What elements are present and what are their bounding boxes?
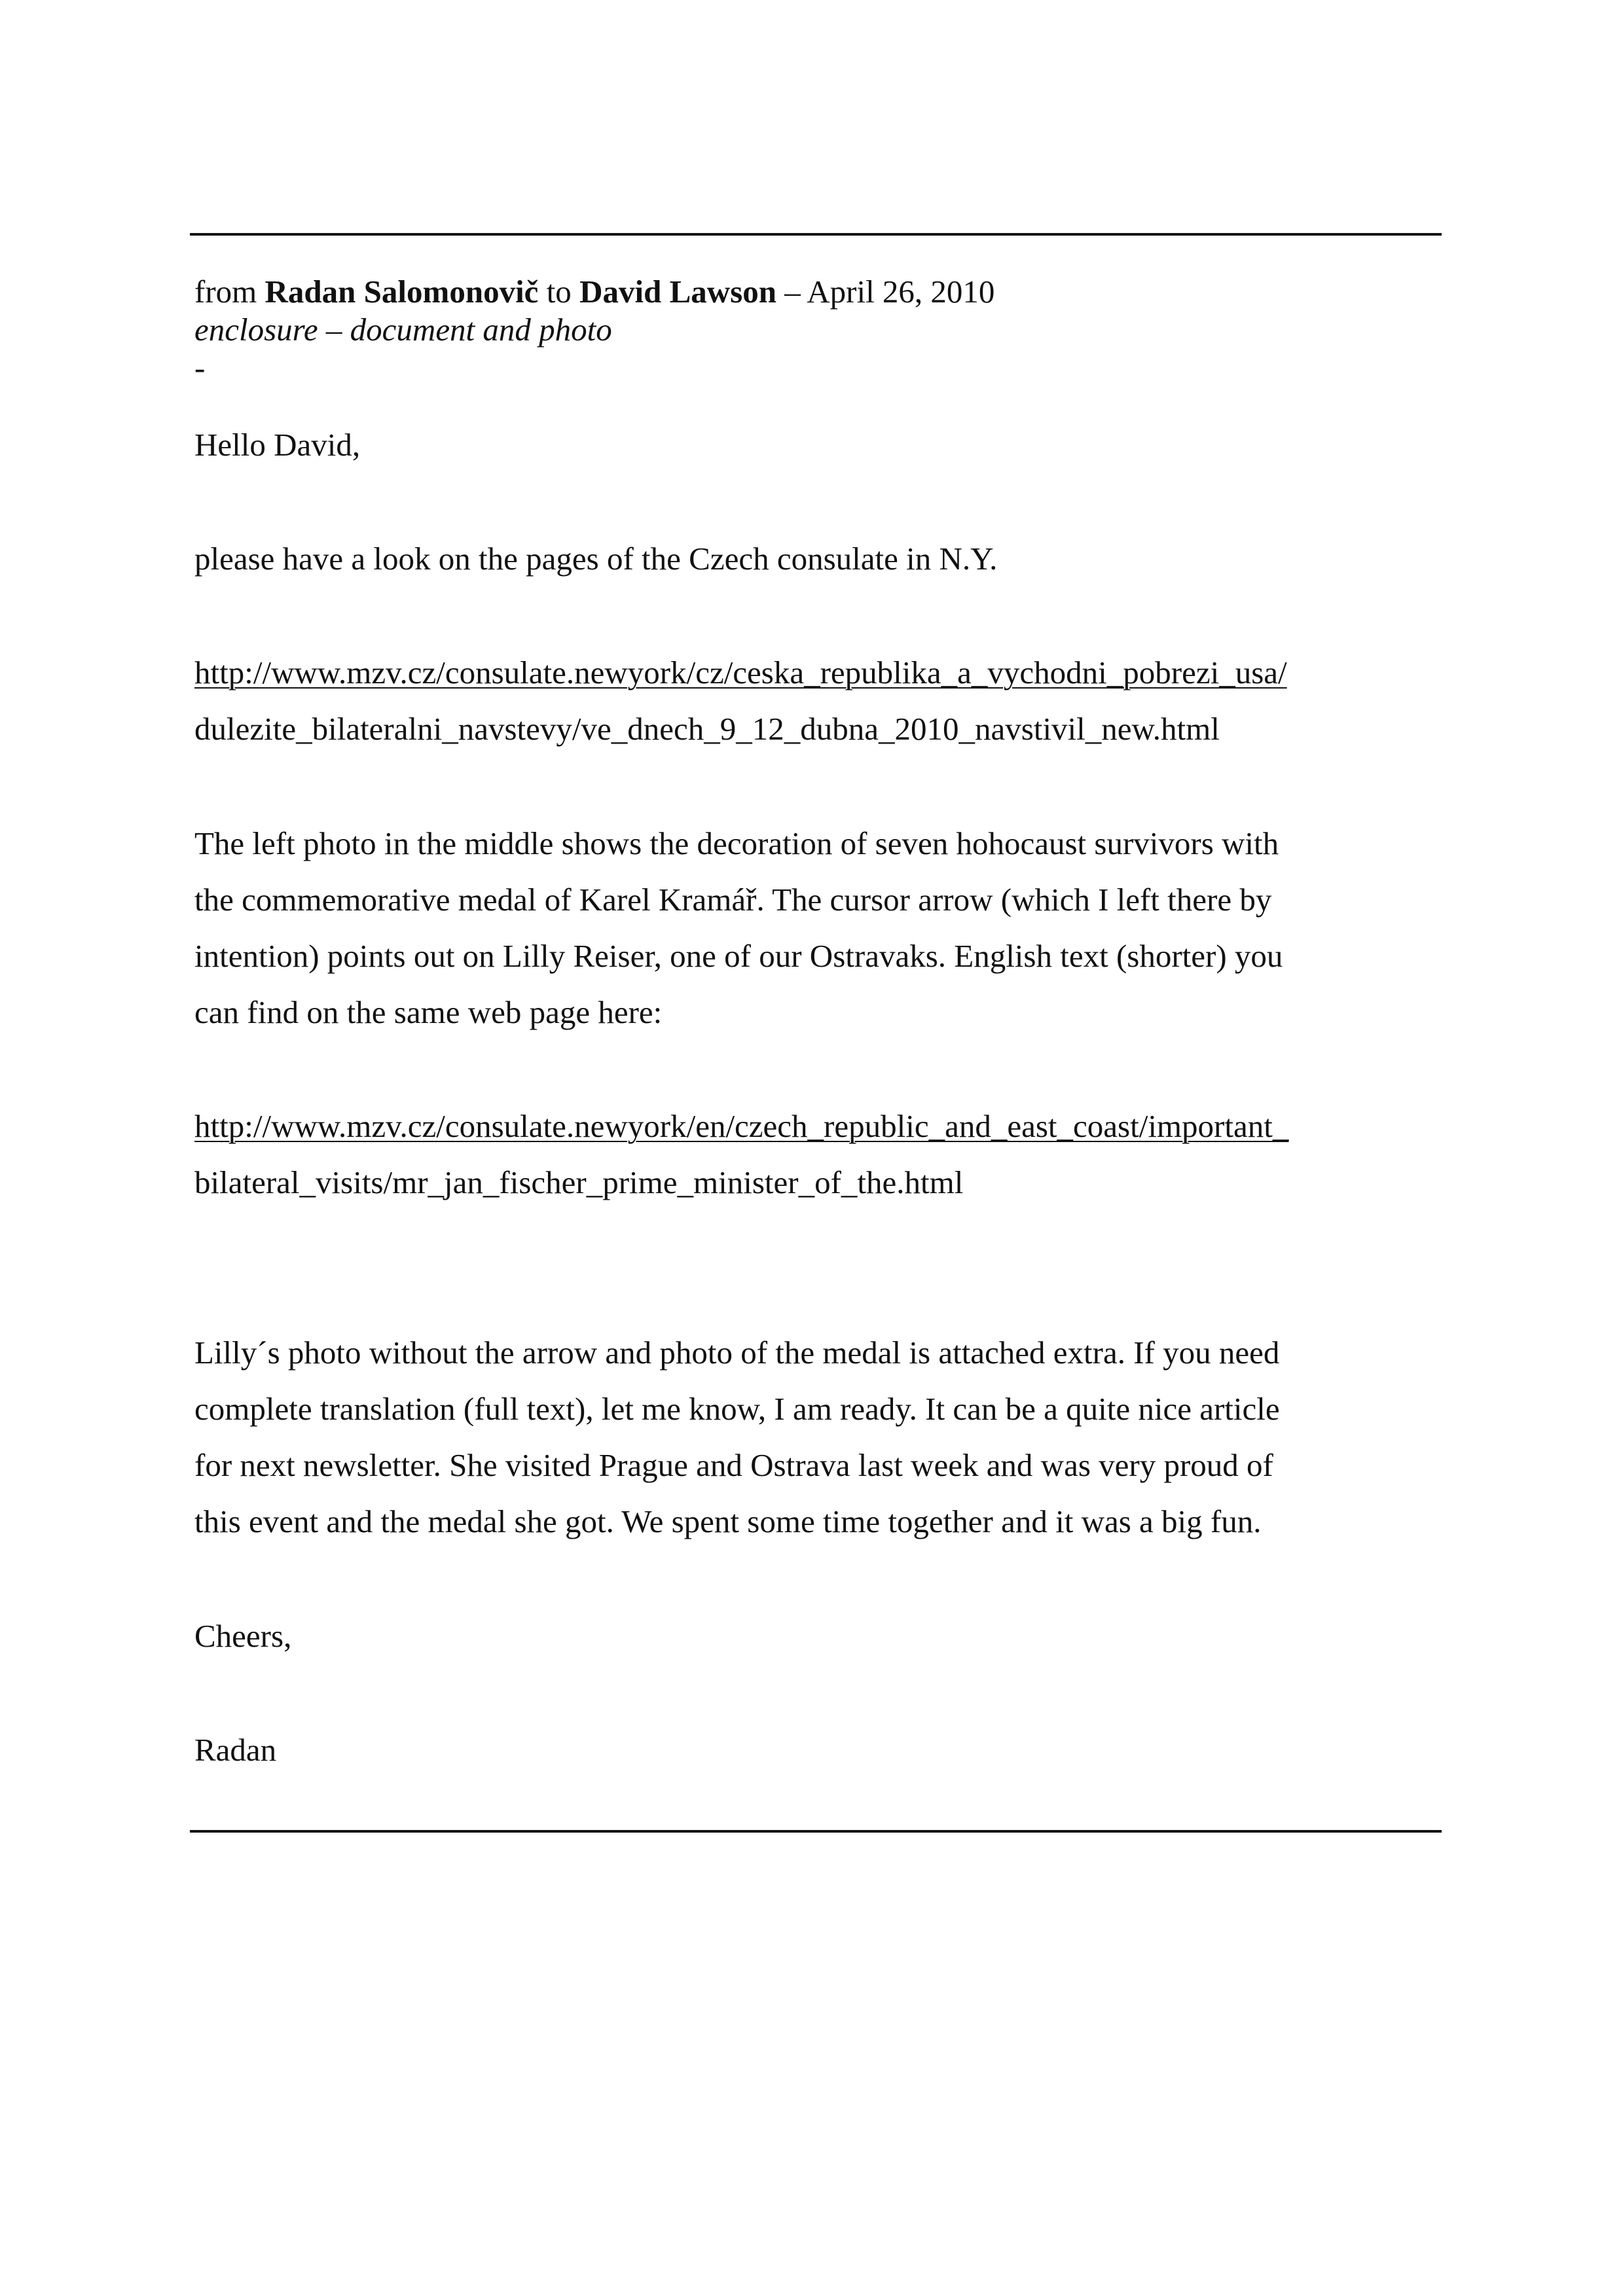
closing: Cheers,	[194, 1618, 292, 1654]
paragraph1-line1: The left photo in the middle shows the decoration of seven hohocaust survivors with	[194, 825, 1279, 861]
enclosure-note: enclosure – document and photo	[194, 312, 612, 348]
paragraph2-line3: for next newsletter. She visited Prague and Ostrava last week and was very proud of	[194, 1447, 1273, 1483]
paragraph2-line1: Lilly´s photo without the arrow and photo of the medal is attached extra. If you need	[194, 1335, 1280, 1371]
top-divider	[190, 233, 1442, 236]
consulate-link-en-line1[interactable]: http://www.mzv.cz/consulate.newyork/en/czech_republic_and_east_coast/important_	[194, 1108, 1289, 1144]
consulate-link-en-line2[interactable]: bilateral_visits/mr_jan_fischer_prime_minister_of_the.html	[194, 1164, 964, 1200]
consulate-link-cz-line2[interactable]: dulezite_bilateralni_navstevy/ve_dnech_9_12_dubna_2010_navstivil_new.html	[194, 711, 1220, 747]
greeting: Hello David,	[194, 427, 361, 463]
letter-date: – April 26, 2010	[776, 274, 995, 310]
consulate-link-cz-line1[interactable]: http://www.mzv.cz/consulate.newyork/cz/ceska_republika_a_vychodni_pobrezi_usa/	[194, 655, 1287, 691]
paragraph2-line2: complete translation (full text), let me know, I am ready. It can be a quite nice article	[194, 1391, 1280, 1427]
bottom-divider	[190, 1830, 1442, 1833]
paragraph2-line4: this event and the medal she got. We spent some time together and it was a big fun.	[194, 1503, 1262, 1539]
header-line	[194, 272, 994, 312]
signature: Radan	[194, 1732, 277, 1768]
paragraph1-line4: can find on the same web page here:	[194, 994, 663, 1030]
header-dash: -	[194, 350, 206, 386]
paragraph1-line2: the commemorative medal of Karel Kramář. The cursor arrow (which I left there by	[194, 882, 1272, 918]
from-prefix: from	[194, 274, 265, 310]
to-word: to	[538, 274, 580, 310]
sender-name: Radan Salomonovič	[264, 274, 539, 310]
paragraph1-line3: intention) points out on Lilly Reiser, one of our Ostravaks. English text (shorter) you	[194, 938, 1283, 974]
intro-text: please have a look on the pages of the Czech consulate in N.Y.	[194, 541, 998, 577]
recipient-name: David Lawson	[579, 274, 776, 310]
